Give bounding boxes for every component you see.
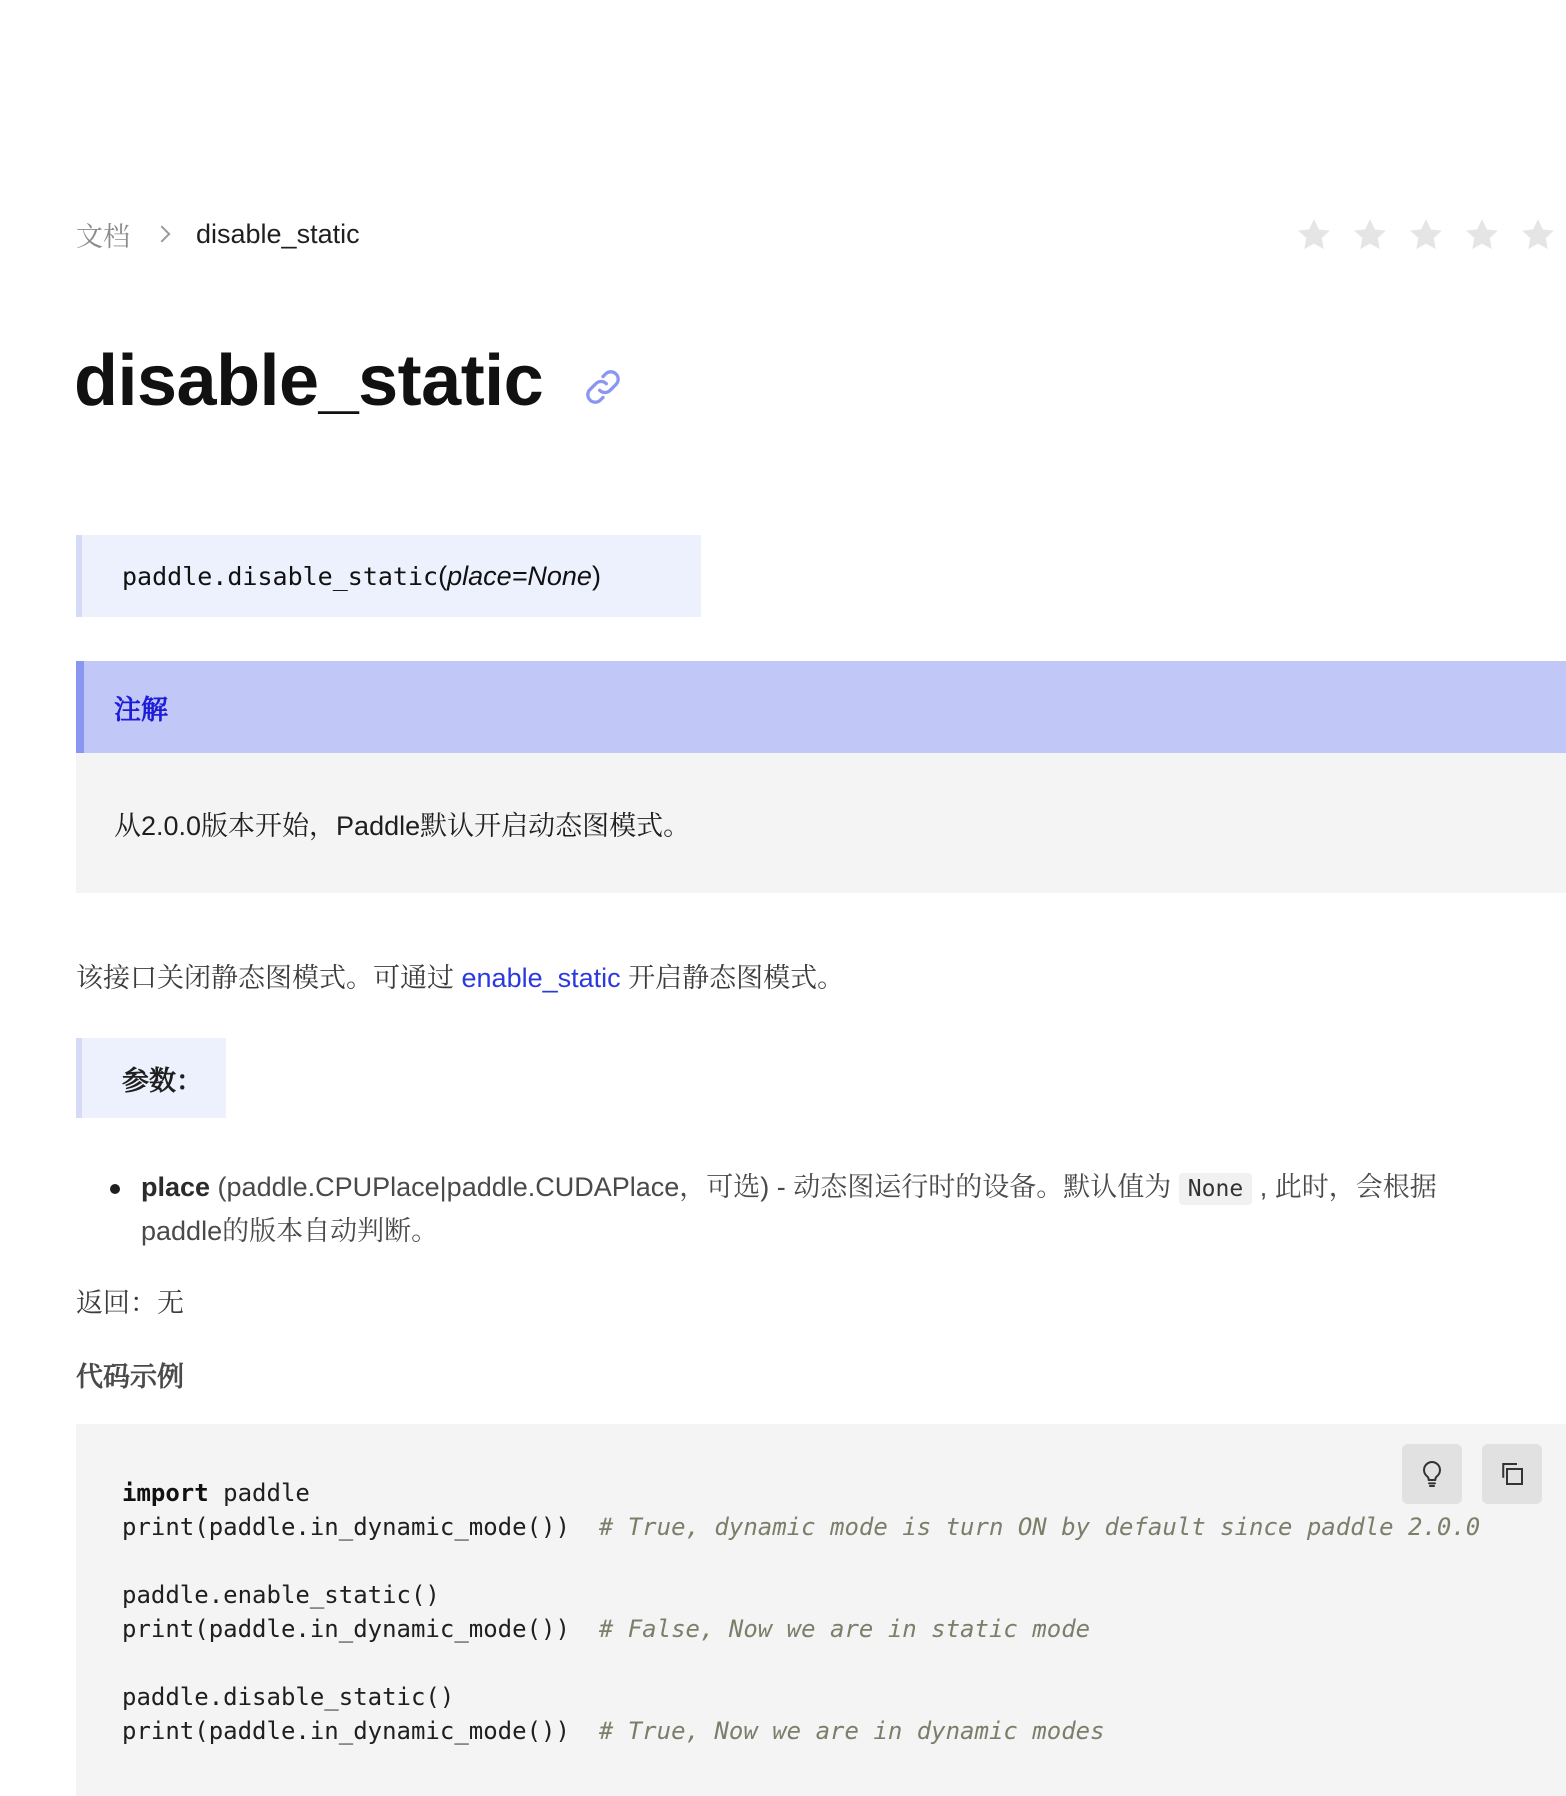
star-icon[interactable] xyxy=(1462,215,1502,255)
enable-static-link[interactable]: enable_static xyxy=(461,963,621,993)
code-keyword: import xyxy=(122,1479,209,1507)
code-text: print(paddle.in_dynamic_mode()) xyxy=(122,1513,599,1541)
code-line xyxy=(122,1612,1480,1646)
signature-name: paddle.disable_static xyxy=(122,561,439,591)
description-text-after: 开启静态图模式。 xyxy=(620,963,845,993)
returns-text: 返回：无 xyxy=(76,1288,184,1318)
code-text: print(paddle.in_dynamic_mode()) xyxy=(122,1717,599,1745)
list-item xyxy=(108,1166,1508,1252)
note-body: 从2.0.0版本开始，Paddle默认开启动态图模式。 xyxy=(76,753,1566,893)
star-icon[interactable] xyxy=(1518,215,1558,255)
title-row xyxy=(74,340,625,422)
lightbulb-icon xyxy=(1416,1458,1448,1490)
code-toolbar xyxy=(1402,1444,1542,1504)
code-comment: # True, Now we are in dynamic modes xyxy=(598,1717,1105,1745)
breadcrumb xyxy=(76,214,360,254)
signature-param: place=None xyxy=(447,560,592,591)
code-text: paddle xyxy=(208,1479,310,1507)
code-line xyxy=(122,1510,1480,1544)
breadcrumb-root-link[interactable]: 文档 xyxy=(76,221,130,252)
rating-stars xyxy=(1294,215,1558,255)
code-text: paddle.disable_static() xyxy=(122,1683,455,1711)
param-desc-before: (paddle.CPUPlace|paddle.CUDAPlace，可选) - 动态图运行时的设备。默认值为 xyxy=(210,1172,1179,1202)
signature-close-paren: ) xyxy=(591,560,601,591)
code-line xyxy=(122,1646,1480,1680)
star-icon[interactable] xyxy=(1350,215,1390,255)
copy-icon xyxy=(1497,1459,1527,1489)
code-comment: # True, dynamic mode is turn ON by default since paddle 2.0.0 xyxy=(598,1513,1481,1541)
star-icon[interactable] xyxy=(1406,215,1446,255)
explain-button[interactable] xyxy=(1402,1444,1462,1504)
code-text: paddle.enable_static() xyxy=(122,1581,440,1609)
code-line xyxy=(122,1578,1480,1612)
breadcrumb-current: disable_static xyxy=(196,218,360,249)
code-line xyxy=(122,1544,1480,1578)
signature-open-paren: ( xyxy=(438,560,448,591)
param-default-code: None xyxy=(1179,1173,1252,1205)
param-list xyxy=(108,1166,1508,1252)
chevron-right-icon xyxy=(154,226,171,243)
note-title: 注解 xyxy=(76,661,1566,753)
description-text-before: 该接口关闭静态图模式。可通过 xyxy=(76,963,462,993)
description xyxy=(76,956,844,995)
params-header: 参数： xyxy=(76,1038,226,1118)
note-admonition xyxy=(76,661,1566,893)
param-name: place xyxy=(141,1172,211,1202)
code-line xyxy=(122,1714,1480,1748)
code-text: print(paddle.in_dynamic_mode()) xyxy=(122,1615,599,1643)
code-content xyxy=(122,1476,1480,1748)
example-heading: 代码示例 xyxy=(76,1362,184,1392)
code-line xyxy=(122,1680,1480,1714)
star-icon[interactable] xyxy=(1294,215,1334,255)
code-block xyxy=(76,1424,1566,1796)
function-signature xyxy=(76,535,701,617)
param-desc-after: , 此时，会根据paddle的版本自动判断。 xyxy=(141,1172,1437,1246)
code-comment: # False, Now we are in static mode xyxy=(598,1615,1091,1643)
page-title: disable_static xyxy=(74,341,544,421)
copy-button[interactable] xyxy=(1482,1444,1542,1504)
link-icon[interactable] xyxy=(581,365,625,409)
code-line xyxy=(122,1476,1480,1510)
